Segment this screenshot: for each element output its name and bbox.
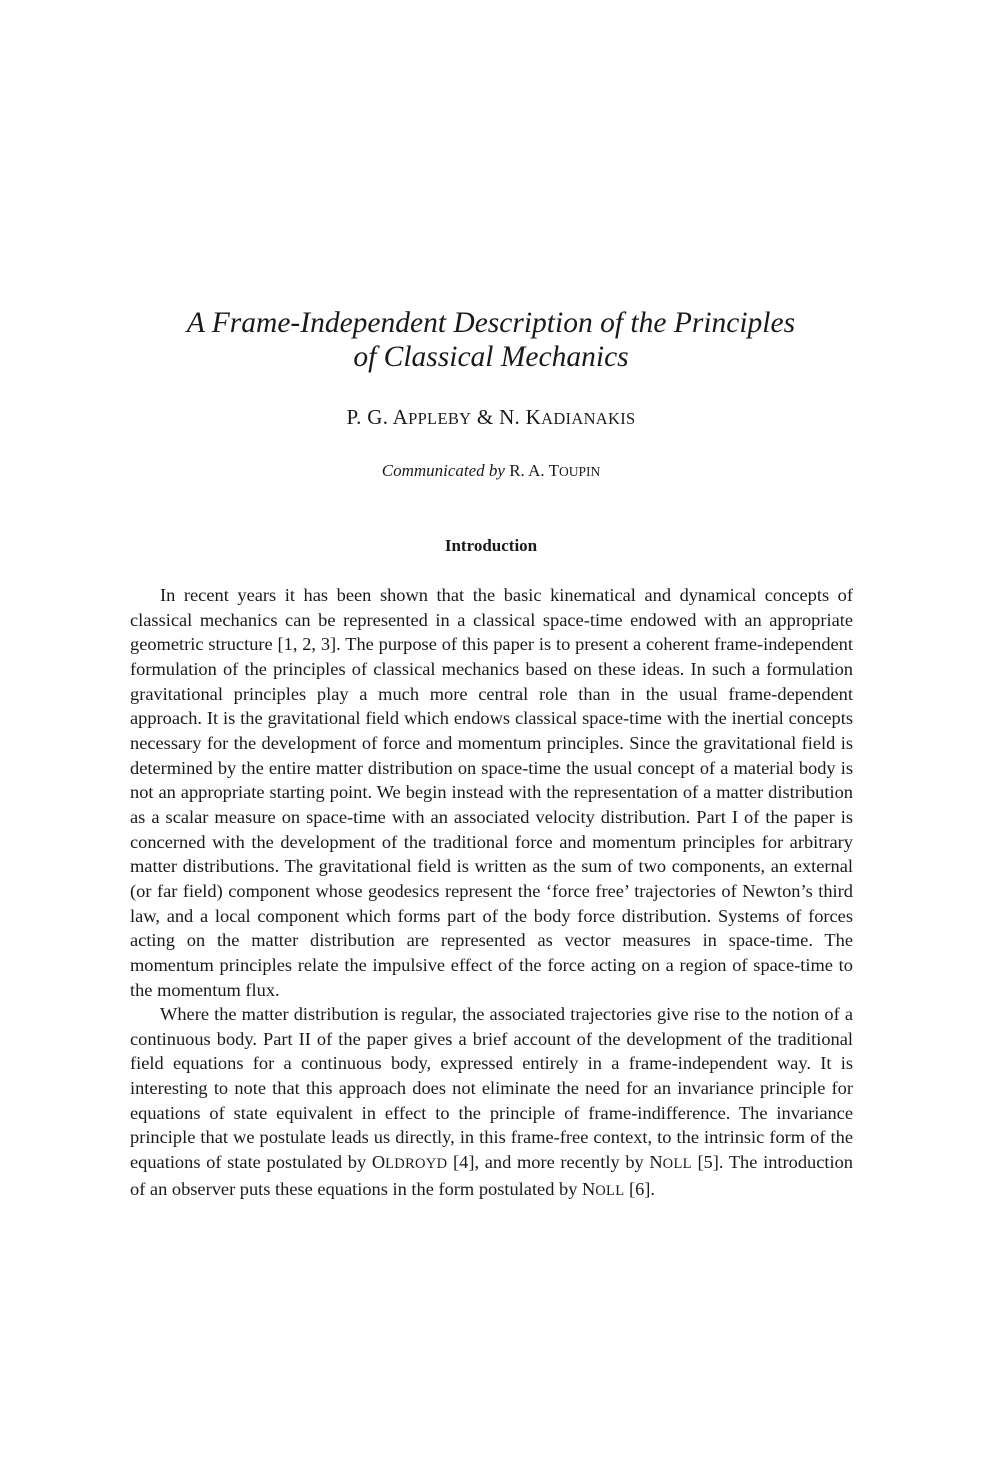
citation-noll-1-rest: OLL [662,1156,692,1173]
paper-title-line-1: A Frame-Independent Description of the Principles [186,307,796,339]
paragraph-1: In recent years it has been shown that the basic kinematical and dynamical concepts of classical mechanics can be represented in a classical space-time endowed with an appropriate geometric structure [1, 2, 3]. The purpose of this paper is to present a coherent frame-independent formulation of the principles of classical mechanics based on these ideas. In such a formulation gravitational principles play a much more central role than in the usual frame-dependent approach. It is the gravitational field which endows classical space-time with the inertial concepts necessary for the development of force and momentum principles. Since the gravitational field is determined by the entire matter distribution on space-time the usual concept of a material body is not an appropriate starting point. We begin instead with the representation of a matter distribution as a scalar measure on space-time with an associated velocity distribution. Part I of the paper is concerned with the development of the traditional force and momentum principles for arbitrary matter distributions. The gravitational field is written as the sum of two components, an external (or far field) component whose geodesics represent the ‘force free’ trajectories of Newton’s third law, and a local component which forms part of the body force distribution. Systems of forces acting on the matter distribution are represented as vector measures in space-time. The momentum principles relate the impulsive effect of the force acting on a region of space-time to the momentum flux. [130,585,853,1000]
citation-oldroyd-initial: O [371,1152,386,1173]
paragraph-2-part-1: Where the matter distribution is regular, the associated trajectories give rise to the notion of a continuous body. Part II of the paper gives a brief account of the development of the traditional field equations for a continuous body, expressed entirely in a frame-independent way. It is interesting to note that this approach does not eliminate the need for an invariance principle for equations of state equivalent in effect to the principle of frame-indifference. The invariance principle that we postulate leads us directly, in this frame-free context, to the intrinsic form of the equations of state postulated by [130,1004,853,1173]
author-separator: & [471,405,500,429]
section-heading-introduction: Introduction [444,536,538,555]
author-1-surname-rest: PPLEBY [408,409,472,428]
communicator-surname-rest: OUPIN [558,464,601,479]
citation-noll-1-initial: N [649,1152,663,1173]
citation-oldroyd-rest: LDROYD [385,1156,448,1173]
communicator-initials: R. A. T [504,461,559,480]
paragraph-2-part-3: [5]. The introduction of an observer puts these equations in the form postulated by [130,1152,853,1199]
author-2-initials: N. K [499,405,542,429]
paper-title-line-2: of Classical Mechanics [353,341,629,373]
communicated-by-line [0,461,982,481]
communicated-by-label: Communicated by [381,461,505,480]
body-text [130,583,853,1203]
author-list [0,405,982,430]
author-1-initials: P. G. A [346,405,409,429]
paragraph-2-part-2: [4], and more recently by [447,1152,650,1173]
paper-title [0,306,982,374]
citation-noll-2-initial: N [582,1178,596,1199]
paragraph-2-part-4: [6]. [624,1178,656,1199]
citation-noll-2-rest: OLL [595,1182,625,1199]
paragraph-2 [130,1002,853,1203]
author-2-surname-rest: ADIANAKIS [541,409,636,428]
